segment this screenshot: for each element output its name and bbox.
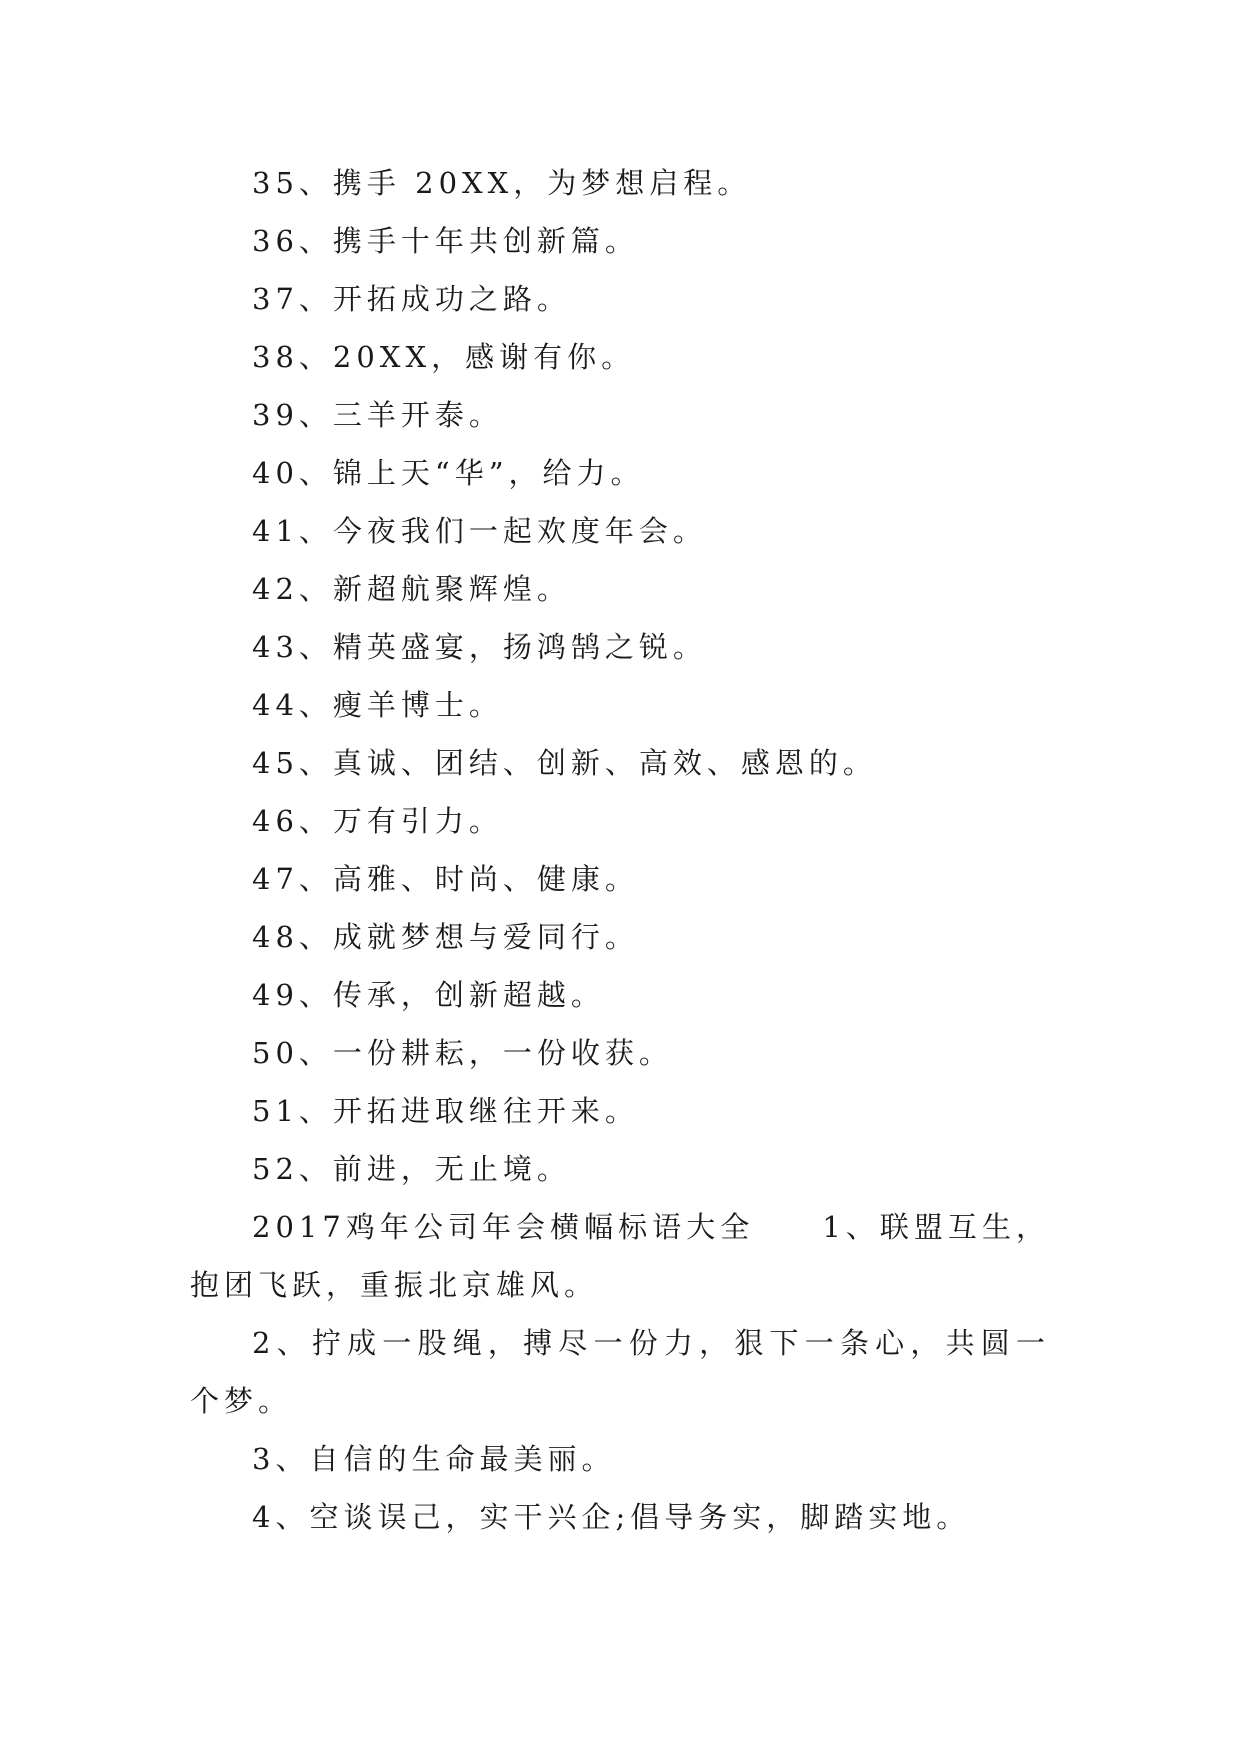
list-item: 35、携手 20XX，为梦想启程。: [252, 166, 752, 200]
list-item: 51、开拓进取继往开来。: [252, 1094, 639, 1128]
list-item: 47、高雅、时尚、健康。: [252, 862, 639, 896]
list-item: 42、新超航聚辉煌。: [252, 572, 571, 606]
list-item: 36、携手十年共创新篇。: [252, 224, 639, 258]
section-heading-paragraph: 2017鸡年公司年会横幅标语大全 1、联盟互生，抱团飞跃，重振北京雄风。: [190, 1210, 1050, 1302]
paragraph: 3、自信的生命最美丽。: [252, 1442, 616, 1476]
paragraph: 4、空谈误己，实干兴企;倡导务实，脚踏实地。: [252, 1500, 971, 1534]
list-item: 52、前进，无止境。: [252, 1152, 571, 1186]
list-item: 49、传承，创新超越。: [252, 978, 605, 1012]
list-item: 41、今夜我们一起欢度年会。: [252, 514, 707, 548]
list-item: 39、三羊开泰。: [252, 398, 503, 432]
paragraph: 2、拧成一股绳，搏尽一份力，狠下一条心，共圆一个梦。: [190, 1326, 1050, 1418]
list-item: 50、一份耕耘，一份收获。: [252, 1036, 673, 1070]
list-item: 37、开拓成功之路。: [252, 282, 571, 316]
list-item: 40、锦上天“华”，给力。: [252, 456, 645, 490]
list-item: 38、20XX，感谢有你。: [252, 340, 636, 374]
document-body: [190, 154, 1050, 1546]
list-item: 44、瘦羊博士。: [252, 688, 503, 722]
list-item: 48、成就梦想与爱同行。: [252, 920, 639, 954]
list-item: 43、精英盛宴，扬鸿鹄之锐。: [252, 630, 707, 664]
list-item: 46、万有引力。: [252, 804, 503, 838]
list-item: 45、真诚、团结、创新、高效、感恩的。: [252, 746, 877, 780]
